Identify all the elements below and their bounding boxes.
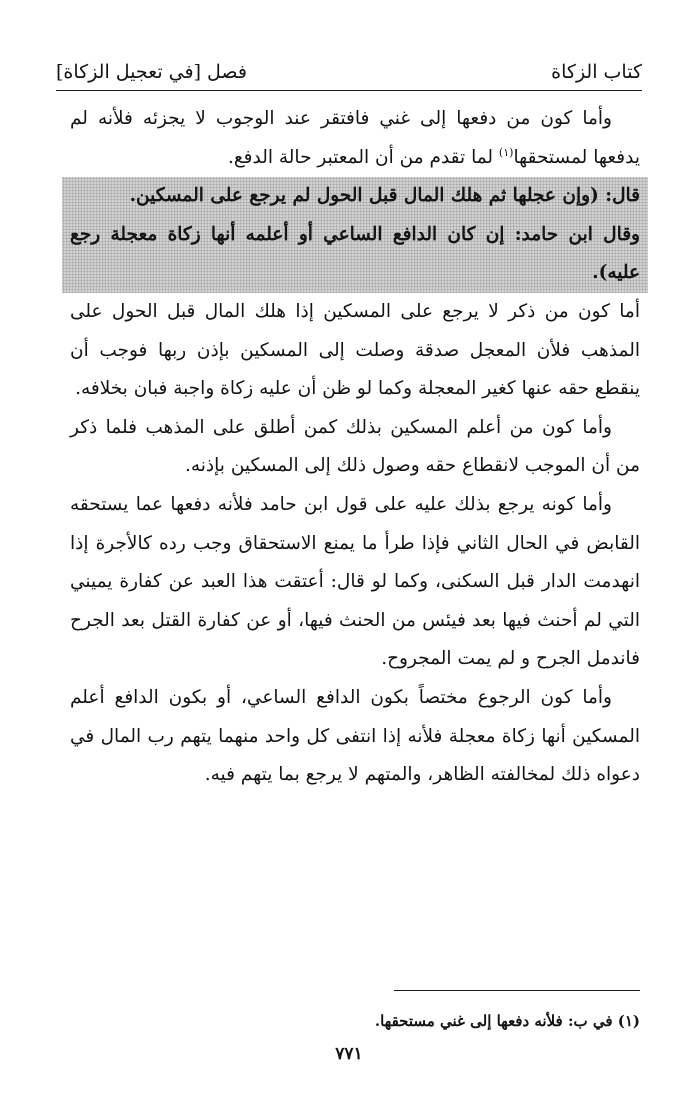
quoted-matn-1: قال: (وإن عجلها ثم هلك المال قبل الحول لم يرجع على المسكين. xyxy=(62,177,648,216)
footnote-divider xyxy=(394,990,640,991)
paragraph-1 xyxy=(70,100,640,177)
main-text xyxy=(70,100,640,795)
paragraph-6: وأما كونه يرجع بذلك عليه على قول ابن حامد فلأنه دفعها عما يستحقه القابض في الحال الثاني فإذا طرأ ما يمنع الاستحقاق وجب رده كالأجرة إذا انهدمت الدار قبل السكنى، وكما لو قال: أعتقت هذا العبد عن كفارة يميني التي لم أحنث فيها بعد فيئس من الحنث فيها، أو عن كفارة القتل بعد الجرح فاندمل الجرح و لم يمت المجروح. xyxy=(70,493,640,670)
book-title: كتاب الزكاة xyxy=(551,60,642,83)
footnote-reference[interactable]: (١) xyxy=(498,145,514,159)
paragraph-7: وأما كون الرجوع مختصاً بكون الدافع الساعي، أو بكون الدافع أعلم المسكين أنها زكاة معجلة فلأنه إذا انتفى كل واحد منهما يتهم رب المال في دعواه ذلك لمخالفته الظاهر، والمتهم لا يرجع بما يتهم فيه. xyxy=(70,686,640,786)
paragraph-4: أما كون من ذكر لا يرجع على المسكين إذا هلك المال قبل الحول على المذهب فلأن المعجل صدقة وصلت إلى المسكين بإذن ربها فوجب أن ينقطع حقه عنها كغير المعجلة وكما لو ظن أن عليه زكاة واجبة فبان بخلافه. xyxy=(70,300,640,400)
paragraph-1-text-end: لما تقدم من أن المعتبر حالة الدفع. xyxy=(227,146,499,168)
paragraph-5: وأما كون من أعلم المسكين بذلك كمن أطلق على المذهب فلما ذكر من أن الموجب لانقطاع حقه وصول ذلك إلى المسكين بإذنه. xyxy=(70,416,640,477)
page-number: ٧٧١ xyxy=(335,1044,363,1064)
quoted-matn-2: وقال ابن حامد: إن كان الدافع الساعي أو أعلمه أنها زكاة معجلة رجع عليه). xyxy=(62,216,648,293)
chapter-title: فصل [في تعجيل الزكاة] xyxy=(56,60,247,83)
paragraph-1-text: وأما كون من دفعها إلى غني فافتقر عند الوجوب لا يجزئه فلأنه لم يدفعها لمستحقها xyxy=(70,108,640,168)
running-header xyxy=(56,46,642,91)
footnote: (١) في ب: فلأنه دفعها إلى غني مستحقها. xyxy=(374,1012,640,1030)
